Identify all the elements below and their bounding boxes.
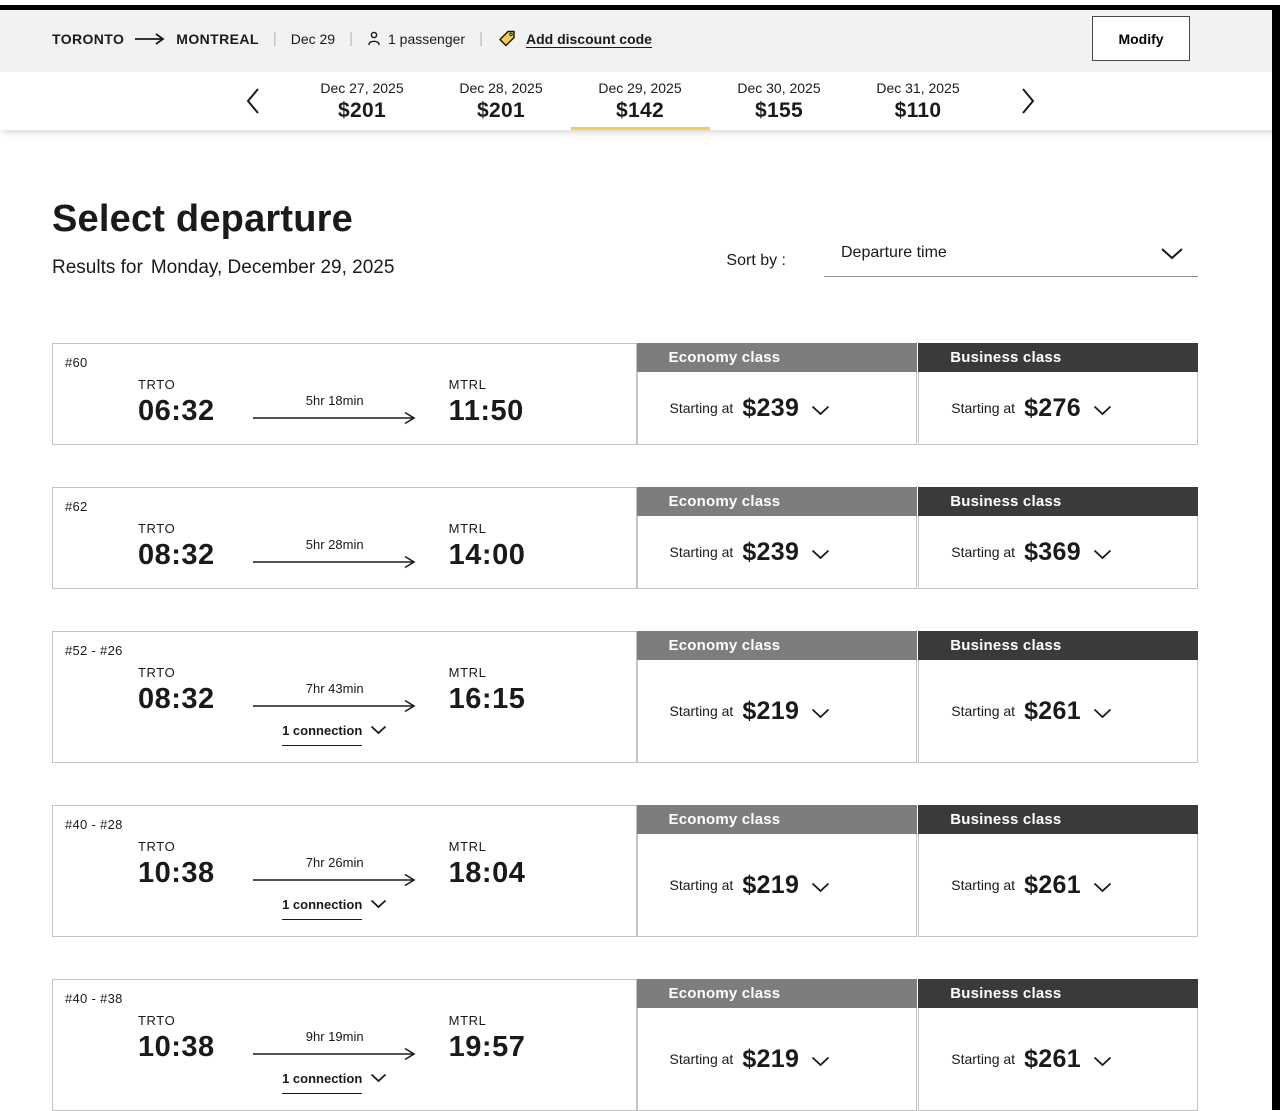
departure-station — [138, 665, 215, 716]
chevron-down-icon — [799, 1052, 830, 1067]
departure-card — [52, 631, 1198, 763]
business-column — [918, 979, 1198, 1111]
departure-station — [138, 377, 215, 428]
economy-class-header: Economy class — [637, 631, 918, 660]
add-discount-code-link[interactable]: Add discount code — [525, 30, 652, 47]
journey-panel — [52, 805, 637, 937]
journey-panel — [52, 979, 637, 1111]
departure-station — [138, 521, 215, 572]
modify-button[interactable]: Modify — [1092, 16, 1190, 61]
main-content — [0, 130, 1280, 1111]
trip-date: Dec 29 — [290, 30, 336, 47]
trip-duration: 5hr 18min — [305, 393, 364, 408]
economy-column — [637, 631, 918, 763]
arrival-time: 11:50 — [448, 395, 524, 427]
economy-class-header: Economy class — [637, 343, 918, 372]
connection-toggle[interactable] — [282, 1071, 387, 1094]
business-price: $261 — [1024, 696, 1081, 725]
journey-arrow-icon — [251, 699, 419, 713]
chevron-left-icon[interactable] — [235, 81, 271, 121]
journey-arrow-icon — [251, 411, 419, 425]
departure-station-code: TRTO — [138, 1013, 176, 1028]
date-tab-price: $201 — [338, 99, 386, 122]
arrival-station-code: MTRL — [448, 665, 487, 680]
train-number: #62 — [65, 499, 88, 514]
arrival-station-code: MTRL — [448, 839, 487, 854]
chevron-down-icon — [370, 1071, 387, 1083]
date-tab[interactable] — [432, 72, 571, 130]
arrival-station-code: MTRL — [448, 521, 487, 536]
date-tab-price: $110 — [894, 99, 942, 122]
business-class-header: Business class — [918, 487, 1198, 516]
journey-panel — [52, 343, 637, 445]
train-number: #60 — [65, 355, 88, 370]
arrival-station — [449, 839, 526, 890]
chevron-down-icon — [1081, 545, 1112, 560]
date-tab-price: $201 — [477, 99, 525, 122]
discount-group — [497, 28, 652, 49]
person-icon — [367, 31, 381, 46]
departure-station-code: TRTO — [138, 839, 176, 854]
results-date: Monday, December 29, 2025 — [150, 257, 395, 278]
chevron-down-icon — [1081, 401, 1112, 416]
departure-time: 08:32 — [138, 539, 215, 571]
departure-card — [52, 979, 1198, 1111]
separator: | — [479, 30, 483, 47]
economy-price-cell[interactable] — [637, 372, 918, 445]
date-tab-label: Dec 30, 2025 — [737, 80, 821, 96]
business-column — [918, 631, 1198, 763]
date-tab[interactable] — [293, 72, 432, 130]
business-column — [918, 805, 1198, 937]
economy-column — [637, 979, 918, 1111]
business-price: $369 — [1024, 537, 1081, 566]
business-price-cell[interactable] — [918, 1008, 1198, 1111]
journey-arrow-icon — [251, 873, 419, 887]
passenger-count: 1 passenger — [388, 30, 466, 47]
date-tab[interactable] — [849, 72, 988, 130]
business-price-cell[interactable] — [918, 516, 1198, 589]
date-tab-price: $142 — [616, 99, 664, 122]
date-tab-label: Dec 29, 2025 — [598, 80, 682, 96]
window-right-edge — [1272, 5, 1280, 1110]
chevron-down-icon — [799, 878, 830, 893]
economy-class-header: Economy class — [637, 979, 918, 1008]
date-tab-label: Dec 28, 2025 — [459, 80, 543, 96]
results-prefix: Results for — [52, 257, 143, 278]
arrival-station — [449, 1013, 526, 1064]
departure-card — [52, 343, 1198, 445]
business-class-header: Business class — [918, 631, 1198, 660]
connection-toggle[interactable] — [282, 723, 387, 746]
arrival-station — [449, 665, 526, 716]
starting-at-label: Starting at — [951, 544, 1016, 560]
departure-station — [138, 1013, 215, 1064]
departure-time: 10:38 — [138, 857, 215, 889]
date-tab[interactable] — [710, 72, 849, 130]
business-class-header: Business class — [918, 979, 1198, 1008]
results-line — [52, 257, 394, 279]
journey-arrow-icon — [251, 1047, 419, 1061]
chevron-down-icon — [370, 723, 387, 735]
starting-at-label: Starting at — [669, 703, 734, 719]
route-summary — [52, 31, 259, 47]
economy-price: $239 — [742, 393, 800, 422]
trip-summary-bar — [0, 5, 1280, 72]
results-list — [52, 343, 1198, 1111]
business-column — [918, 487, 1198, 589]
connection-toggle[interactable] — [282, 897, 387, 920]
origin-city: TORONTO — [52, 30, 125, 47]
departure-station — [138, 839, 215, 890]
business-class-header: Business class — [918, 343, 1198, 372]
business-class-header: Business class — [918, 805, 1198, 834]
economy-column — [637, 805, 918, 937]
arrival-station — [449, 521, 526, 572]
chevron-down-icon — [799, 704, 830, 719]
economy-column — [637, 343, 918, 445]
arrival-station-code: MTRL — [448, 1013, 487, 1028]
business-price: $276 — [1024, 393, 1081, 422]
starting-at-label: Starting at — [669, 544, 734, 560]
starting-at-label: Starting at — [951, 703, 1016, 719]
economy-price: $219 — [742, 696, 800, 725]
business-price: $261 — [1024, 1044, 1081, 1073]
business-price-cell[interactable] — [918, 660, 1198, 763]
starting-at-label: Starting at — [951, 400, 1016, 416]
economy-class-header: Economy class — [637, 805, 918, 834]
connection-label: 1 connection — [282, 897, 362, 920]
economy-class-header: Economy class — [637, 487, 918, 516]
date-tab[interactable] — [571, 72, 710, 130]
destination-city: MONTREAL — [176, 30, 259, 47]
sort-dropdown-value: Departure time — [841, 244, 947, 261]
trip-duration: 9hr 19min — [305, 1029, 364, 1044]
date-tabs — [293, 72, 988, 130]
sort-by-label: Sort by : — [726, 251, 786, 269]
business-price-cell[interactable] — [918, 372, 1198, 445]
journey-panel — [52, 487, 637, 589]
date-tab-label: Dec 31, 2025 — [876, 80, 960, 96]
economy-price: $239 — [742, 537, 800, 566]
chevron-down-icon — [1081, 878, 1112, 893]
arrow-right-icon — [134, 33, 166, 45]
train-number: #40 - #28 — [65, 817, 123, 832]
trip-duration: 7hr 26min — [305, 855, 364, 870]
economy-price: $219 — [742, 1044, 800, 1073]
business-column — [918, 343, 1198, 445]
arrival-time: 19:57 — [448, 1031, 526, 1063]
separator: | — [272, 30, 277, 47]
economy-price-cell[interactable] — [637, 660, 918, 763]
chevron-down-icon — [1081, 1052, 1112, 1067]
departure-station-code: TRTO — [138, 521, 176, 536]
sort-area — [726, 244, 1198, 279]
starting-at-label: Starting at — [951, 1051, 1016, 1067]
chevron-down-icon — [1160, 247, 1184, 260]
business-price: $261 — [1024, 870, 1081, 899]
starting-at-label: Starting at — [669, 400, 734, 416]
starting-at-label: Starting at — [951, 877, 1016, 893]
departure-card — [52, 805, 1198, 937]
departure-station-code: TRTO — [138, 377, 176, 392]
departure-time: 06:32 — [138, 395, 215, 427]
trip-duration: 7hr 43min — [305, 681, 364, 696]
separator: | — [349, 30, 353, 47]
sort-dropdown[interactable] — [824, 244, 1198, 277]
arrival-station — [449, 377, 524, 428]
chevron-down-icon — [799, 401, 830, 416]
date-carousel — [0, 72, 1280, 130]
departure-time: 08:32 — [138, 683, 215, 715]
arrival-station-code: MTRL — [448, 377, 487, 392]
chevron-down-icon — [799, 545, 830, 560]
arrival-time: 16:15 — [448, 683, 526, 715]
economy-price-cell[interactable] — [637, 516, 918, 589]
economy-price-cell[interactable] — [637, 834, 918, 937]
journey-panel — [52, 631, 637, 763]
trip-duration: 5hr 28min — [305, 537, 364, 552]
connection-label: 1 connection — [282, 723, 362, 746]
economy-price: $219 — [742, 870, 800, 899]
chevron-down-icon — [1081, 704, 1112, 719]
arrival-time: 14:00 — [448, 539, 526, 571]
arrival-time: 18:04 — [448, 857, 526, 889]
tag-icon — [497, 28, 518, 49]
economy-price-cell[interactable] — [637, 1008, 918, 1111]
page-title: Select departure — [52, 198, 353, 240]
business-price-cell[interactable] — [918, 834, 1198, 937]
connection-label: 1 connection — [282, 1071, 362, 1094]
date-tab-label: Dec 27, 2025 — [320, 80, 404, 96]
train-number: #52 - #26 — [65, 643, 123, 658]
window-top-edge — [0, 5, 1280, 10]
journey-arrow-icon — [251, 555, 419, 569]
passenger-summary — [367, 31, 465, 47]
starting-at-label: Starting at — [669, 1051, 734, 1067]
chevron-down-icon — [370, 897, 387, 909]
departure-station-code: TRTO — [138, 665, 176, 680]
chevron-right-icon[interactable] — [1010, 81, 1046, 121]
economy-column — [637, 487, 918, 589]
date-tab-price: $155 — [755, 99, 803, 122]
train-number: #40 - #38 — [65, 991, 123, 1006]
starting-at-label: Starting at — [669, 877, 734, 893]
departure-card — [52, 487, 1198, 589]
departure-time: 10:38 — [138, 1031, 215, 1063]
